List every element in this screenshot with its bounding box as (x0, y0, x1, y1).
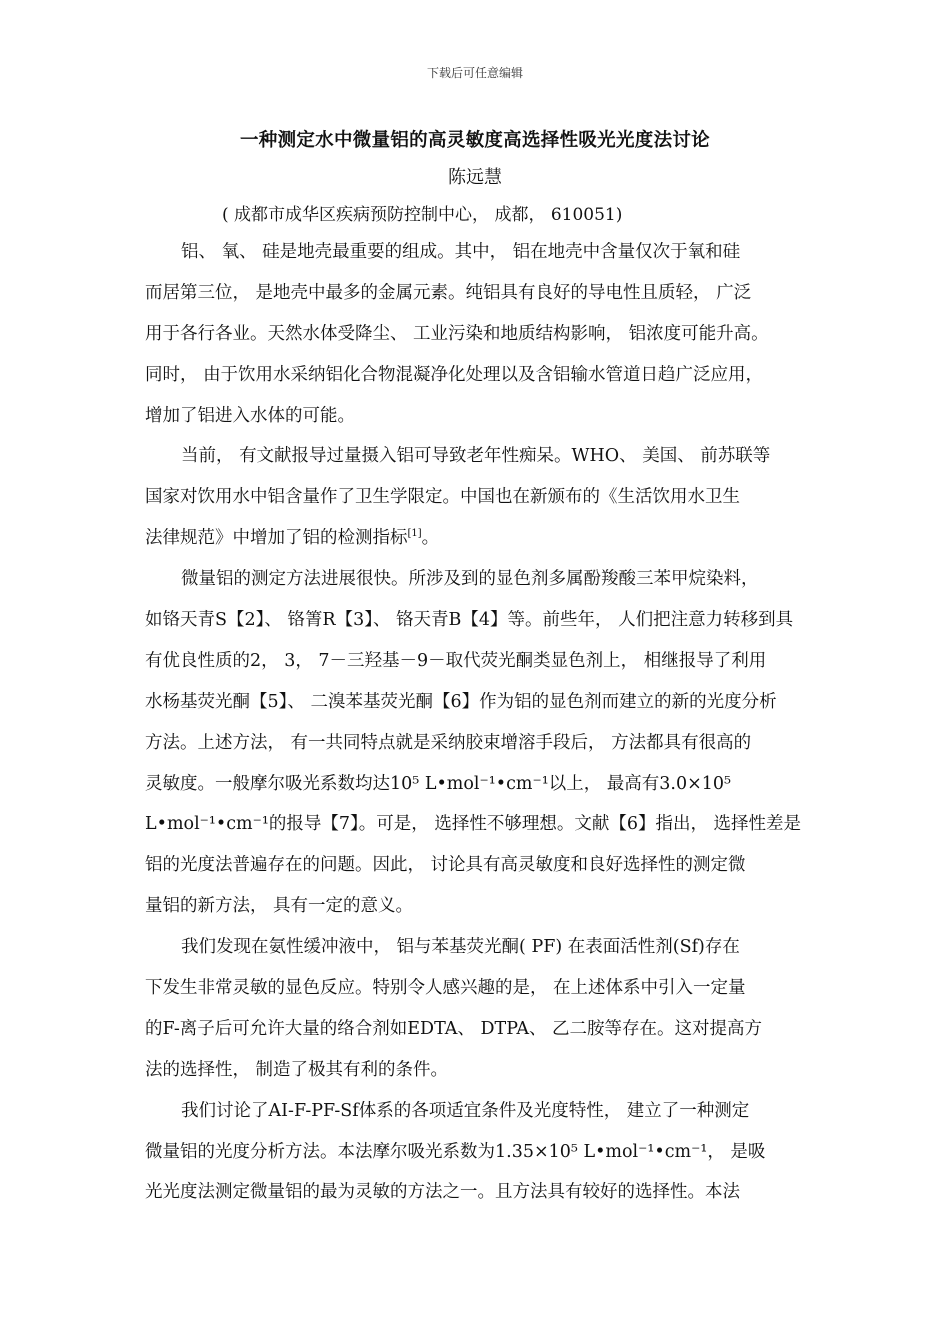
paragraph (145, 1091, 803, 1214)
paragraph-line: 法的选择性， 制造了极其有利的条件。 (145, 1059, 449, 1080)
paragraph (145, 232, 803, 436)
paragraph-line: 水杨基荧光酮【5】、 二溴苯基荧光酮【6】作为铝的显色剂而建立的新的光度分析 (145, 691, 777, 712)
paragraph-line: 的F-离子后可允许大量的络合剂如EDTA、 DTPA、 乙二胺等存在。这对提高方 (145, 1018, 763, 1039)
paragraph-line: 有优良性质的2， 3， 7－三羟基－9－取代荧光酮类显色剂上， 相继报导了利用 (145, 650, 767, 671)
author-affiliation: ( 成都市成华区疾病预防控制中心， 成都， 610051) (222, 205, 623, 225)
paragraph-line: 铝、 氧、 硅是地壳最重要的组成。其中， 铝在地壳中含量仅次于氧和硅 (181, 242, 741, 262)
article-body (145, 232, 803, 1213)
paragraph-line: 方法。上述方法， 有一共同特点就是采纳胶束增溶手段后， 方法都具有很高的 (145, 732, 752, 753)
paragraph-line: 下发生非常灵敏的显色反应。特别令人感兴趣的是， 在上述体系中引入一定量 (145, 978, 746, 999)
paragraph-line: 微量铝的测定方法进展很快。所涉及到的显色剂多属酚羧酸三苯甲烷染料， (181, 569, 759, 590)
paragraph-line: 我们讨论了AI-F-PF-Sf体系的各项适宜条件及光度特性， 建立了一种测定 (181, 1100, 750, 1121)
paragraph-line: 我们发现在氨性缓冲液中， 铝与苯基荧光酮( PF) 在表面活性剂(Sf)存在 (181, 937, 740, 958)
paragraph-line: 用于各行各业。天然水体受降尘、 工业污染和地质结构影响， 铝浓度可能升高。 (145, 323, 769, 344)
paragraph-line: 而居第三位， 是地壳中最多的金属元素。纯铝具有良好的导电性且质轻， 广泛 (145, 282, 752, 303)
paragraph-line: 光光度法测定微量铝的最为灵敏的方法之一。且方法具有较好的选择性。本法 (145, 1182, 740, 1203)
paragraph (145, 559, 803, 927)
paragraph-line: 铝的光度法普遍存在的问题。因此， 讨论具有高灵敏度和良好选择性的测定微 (145, 855, 746, 876)
article-author: 陈远慧 (448, 167, 502, 188)
paragraph-line: 国家对饮用水中铝含量作了卫生学限定。中国也在新颁布的《生活饮用水卫生 (145, 487, 740, 508)
article-title: 一种测定水中微量铝的高灵敏度高选择性吸光光度法讨论 (239, 130, 710, 151)
paragraph-line: 灵敏度。一般摩尔吸光系数均达10⁵ L•mol⁻¹•cm⁻¹以上， 最高有3.0×10⁵ (145, 773, 732, 794)
paragraph-line: L•mol⁻¹•cm⁻¹的报导【7】。可是， 选择性不够理想。文献【6】指出， 选择性差是 (145, 814, 802, 835)
page-header: 下载后可任意编辑 (426, 66, 523, 80)
paragraph-line: 增加了铝进入水体的可能。 (145, 405, 355, 426)
paragraph (145, 436, 803, 559)
paragraph-line: 量铝的新方法， 具有一定的意义。 (145, 896, 414, 917)
paragraph-line: 当前， 有文献报导过量摄入铝可导致老年性痴呆。WHO、 美国、 前苏联等 (181, 446, 771, 467)
paragraph-line: 法律规范》中增加了铝的检测指标[1]。 (145, 528, 440, 549)
paragraph-line: 微量铝的光度分析方法。本法摩尔吸光系数为1.35×10⁵ L•mol⁻¹•cm⁻¹， 是吸 (145, 1141, 766, 1162)
paragraph-line: 如铬天青S【2】、 铬箐R【3】、 铬天青B【4】等。前些年， 人们把注意力转移到具 (145, 610, 794, 631)
paragraph-line: 同时， 由于饮用水采纳铝化合物混凝净化处理以及含铝输水管道日趋广泛应用， (145, 364, 764, 385)
paragraph (145, 927, 803, 1091)
